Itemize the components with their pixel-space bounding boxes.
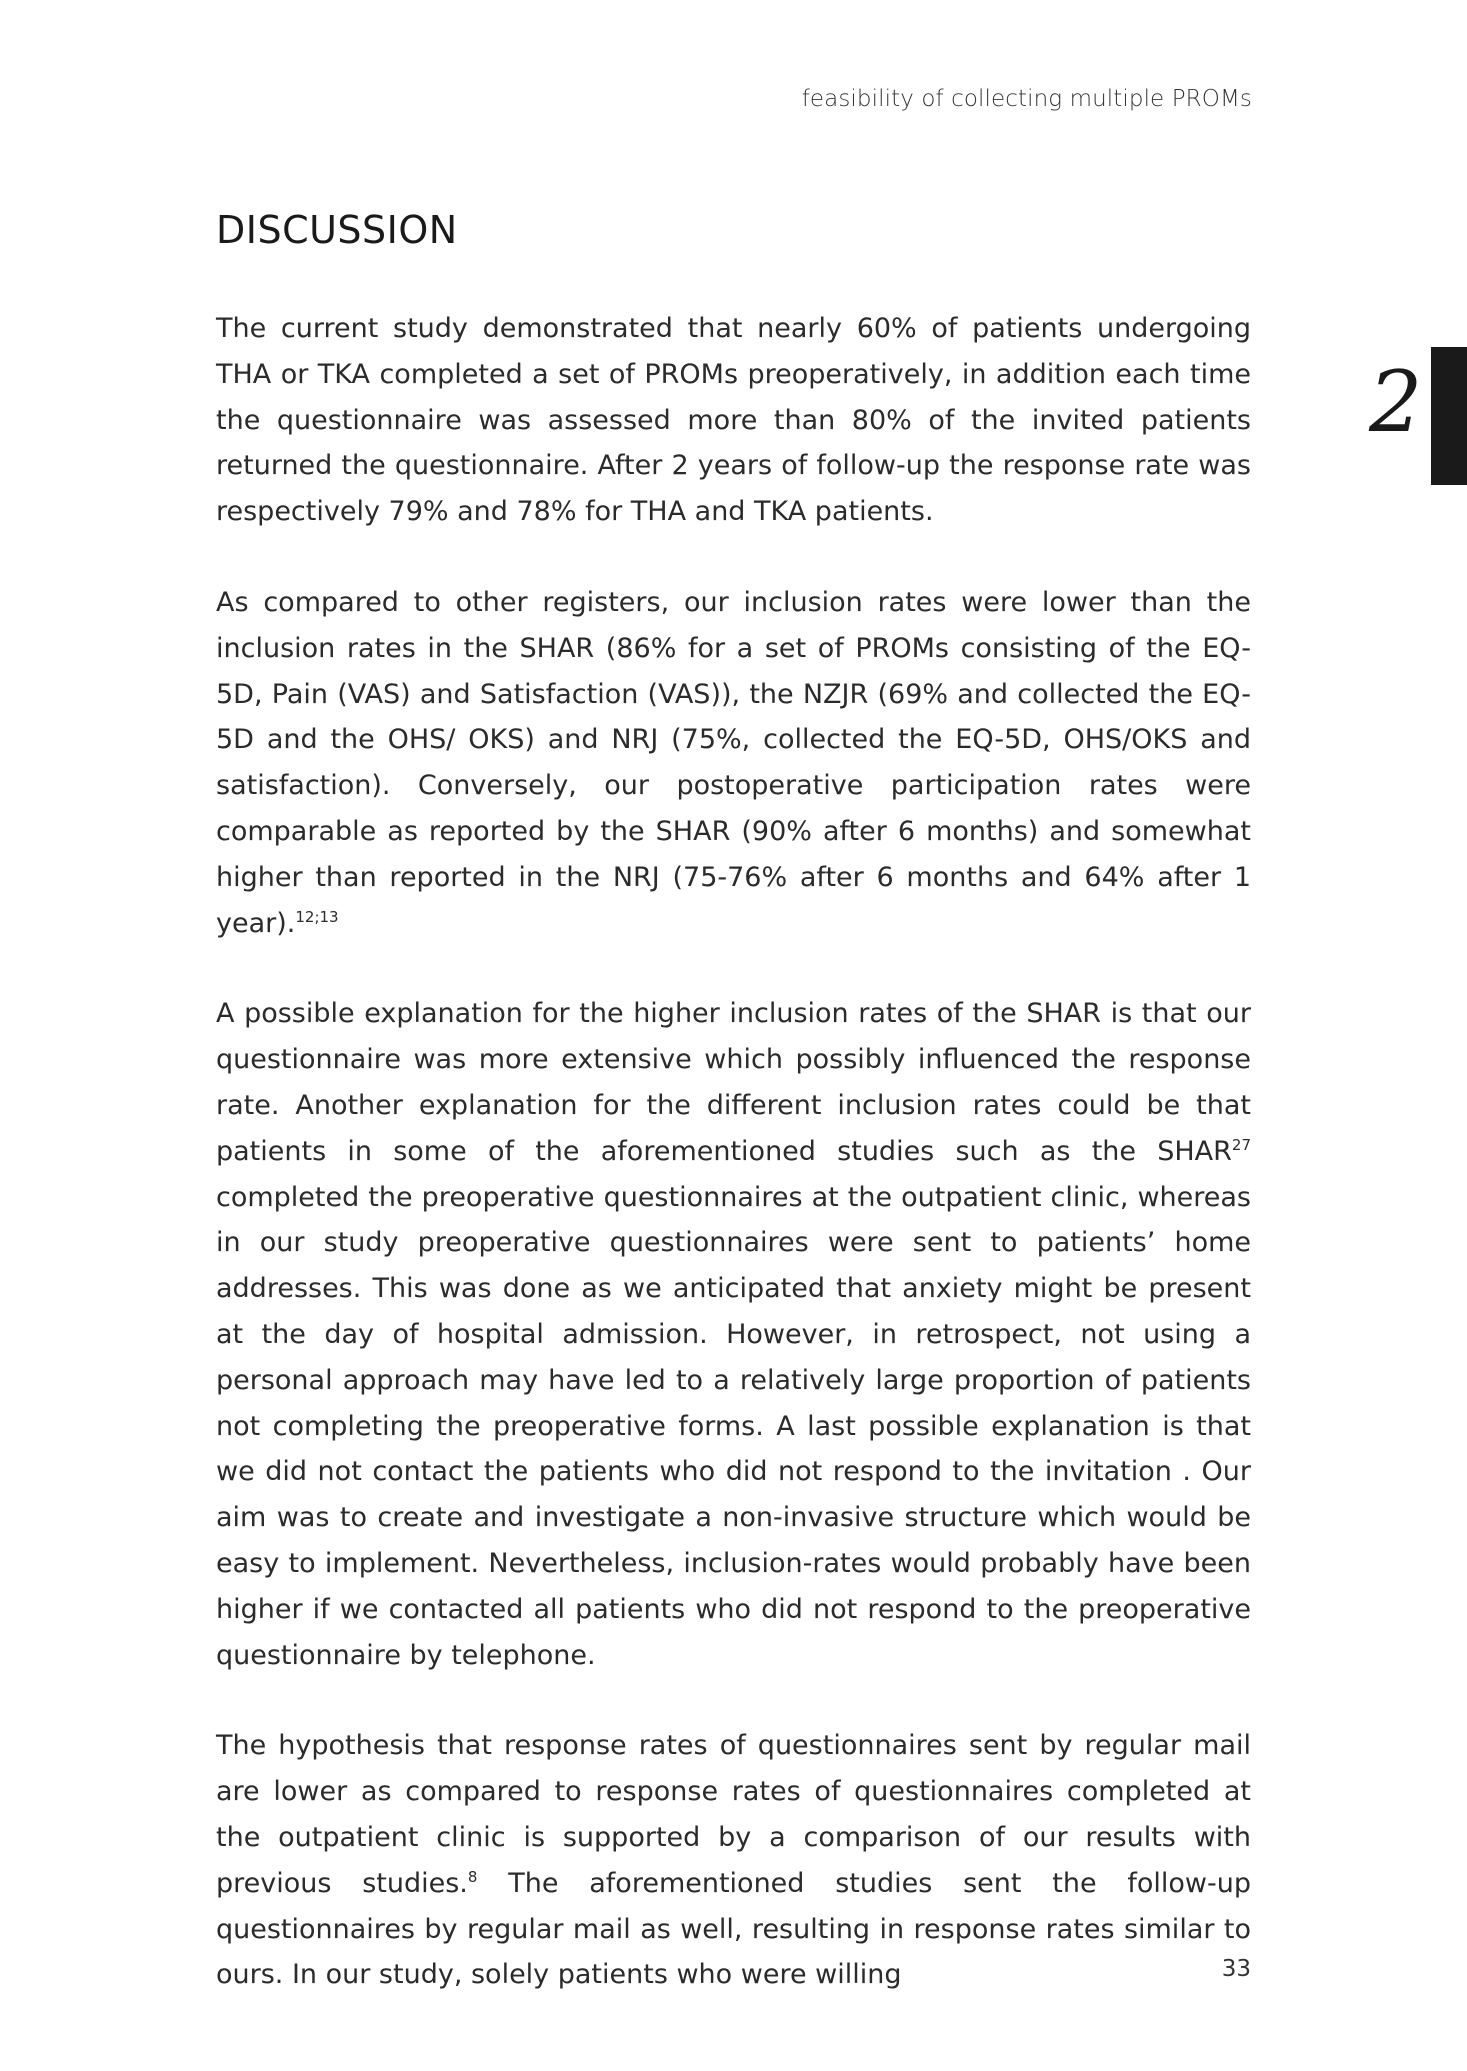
citation-ref: 8: [467, 1867, 478, 1886]
section-heading: DISCUSSION: [216, 208, 458, 252]
paragraph-2: [216, 580, 1251, 946]
body-text: [216, 306, 1251, 2043]
chapter-number: 2: [1369, 353, 1423, 451]
chapter-tab-marker: [1431, 347, 1467, 485]
paragraph-4-text-end: The aforementioned studies sent the follow-up questionnaires by regular mail as well, resulting in response rates similar to ours. In our study, solely patients who were willing: [216, 1867, 1251, 1991]
page-number: 33: [1221, 1956, 1251, 1982]
paragraph-4-text-start: The hypothesis that response rates of questionnaires sent by regular mail are lower as compared to response rates of questionnaires completed at the outpatient clinic is supported by a comparison of our results with previous studies.: [216, 1730, 1251, 1899]
citation-ref: 12;13: [295, 907, 339, 926]
running-header: feasibility of collecting multiple PROMs: [801, 86, 1252, 112]
paragraph-3: [216, 991, 1251, 1678]
citation-ref: 27: [1231, 1135, 1251, 1154]
paragraph-1-text: The current study demonstrated that nearly 60% of patients undergoing THA or TKA completed a set of PROMs preoperatively, in addition each time the questionnaire was assessed more than 80% of the invited patients returned the questionnaire. After 2 years of follow-up the response rate was respectively 79% and 78% for THA and TKA patients.: [216, 313, 1251, 528]
paragraph-4: [216, 1723, 1251, 1998]
paragraph-1: [216, 306, 1251, 535]
paragraph-3-text-end: completed the preoperative questionnaires at the outpatient clinic, whereas in our study preoperative questionnaires were sent to patients’ home addresses. This was done as we anticipated that anxiety might be present at the day of hospital admission. However, in retrospect, not using a personal approach may have led to a relatively large proportion of patients not completing the preoperative forms. A last possible explanation is that we did not contact the patients who did not respond to the invitation . Our aim was to create and investigate a non-invasive structure which would be easy to implement. Nevertheless, inclusion-rates would probably have been higher if we contacted all patients who did not respond to the preoperative questionnaire by telephone.: [216, 1181, 1251, 1671]
paragraph-3-text-start: A possible explanation for the higher inclusion rates of the SHAR is that our questionnaire was more extensive which possibly influenced the response rate. Another explanation for the different inclusion rates could be that patients in some of the aforementioned studies such as the SHAR: [216, 998, 1251, 1167]
paragraph-2-text: As compared to other registers, our inclusion rates were lower than the inclusion rates in the SHAR (86% for a set of PROMs consisting of the EQ-5D, Pain (VAS) and Satisfaction (VAS)), the NZJR (69% and collected the EQ-5D and the OHS/ OKS) and NRJ (75%, collected the EQ-5D, OHS/OKS and satisfaction). Conversely, our postoperative participation rates were comparable as reported by the SHAR (90% after 6 months) and somewhat higher than reported in the NRJ (75-76% after 6 months and 64% after 1 year).: [216, 586, 1251, 939]
